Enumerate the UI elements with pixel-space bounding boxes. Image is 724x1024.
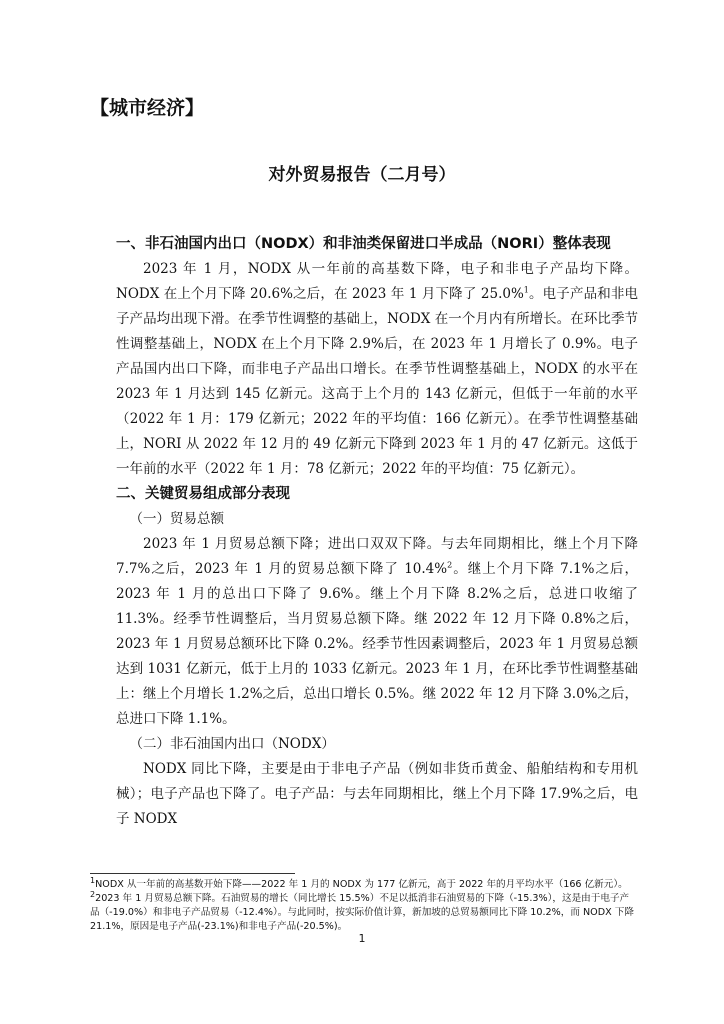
footnote-mark: 1 xyxy=(90,875,96,885)
footnote-1 xyxy=(90,875,638,892)
section-1-paragraph xyxy=(116,257,638,482)
paragraph-text: 。电子产品和非电子产品均出现下滑。在季节性调整的基础上，NODX 在一个月内有所增长。在环比季节性调整基础上，NODX 在上个月下降 2.9%后，在 2023 年 1 月增长了 0.9%。电子产品国内出口下降，而非电子产品出口增长。在季节性调整基础上，NODX 的水平在 2023 年 1 月达到 145 亿新元。这高于上个月的 143 亿新元，但低于一年前的水平（2022 年 1 月：179 亿新元；2022 年的平均值：166 亿新元）。在季节性调整基础上，NORI 从 2022 年 12 月的 49 亿新元下降到 2023 年 1 月的 47 亿新元。这低于一年前的水平（2022 年 1 月：78 亿新元；2022 年的平均值：75 亿新元）。 xyxy=(116,286,639,477)
footnote-divider xyxy=(90,873,295,874)
document-title: 对外贸易报告（二月号） xyxy=(268,165,456,185)
section-tag: 【城市经济】 xyxy=(90,97,205,119)
section-2-heading: 二、关键贸易组成部分表现 xyxy=(116,486,290,502)
subsection-1-heading: （一）贸易总额 xyxy=(129,511,224,527)
paragraph-text: 2023 年 1 月，NODX 从一年前的高基数下降，电子和非电子产品均下降。NODX 在上个月下降 20.6%之后，在 2023 年 1 月下降了 25.0% xyxy=(116,261,638,302)
paragraph-text: 2023 年 1 月贸易总额下降；进出口双双下降。与去年同期相比，继上个月下降 7.7%之后，2023 年 1 月的贸易总额下降了 10.4% xyxy=(116,536,638,577)
subsection-2-heading: （二）非石油国内出口（NODX） xyxy=(129,736,335,752)
footnote-2 xyxy=(90,889,638,934)
paragraph-text: 。继上个月下降 7.1%之后，2023 年 1 月的总出口下降了 9.6%。继上个月下降 8.2%之后，总进口收缩了 11.3%。经季节性调整后，当月贸易总额下降。继 2022 年 12 月下降 0.8%之后，2023 年 1 月贸易总额环比下降 0.2%。经季节性因素调整后，2023 年 1 月贸易总额达到 1031 亿新元，低于上月的 1033 亿新元。2023 年 1 月，在环比季节性调整基础上：继上个月增长 1.2%之后，总出口增长 0.5%。继 2022 年 12 月下降 3.0%之后，总进口下降 1.1%。 xyxy=(116,561,638,727)
footnote-ref-2[interactable]: 2 xyxy=(447,560,453,570)
footnote-text: 2023 年 1 月贸易总额下降。石油贸易的增长（同比增长 15.5%）不足以抵消非石油贸易的下降（-15.3%），这是由于电子产品（-19.0%）和非电子产品贸易（-12.4%）。与此同时，按实际价值计算，新加坡的总贸易额同比下降 10.2%，而 NODX 下降 21.1%，原因是电子产品(-23.1%)和非电子产品(-20.5%)。 xyxy=(90,893,634,932)
document-body xyxy=(116,232,638,832)
footnote-mark: 2 xyxy=(90,889,96,899)
footnotes xyxy=(90,875,638,934)
section-1-heading: 一、非石油国内出口（NODX）和非油类保留进口半成品（NORI）整体表现 xyxy=(116,236,611,252)
subsection-1-paragraph xyxy=(116,532,638,732)
footnote-text: NODX 从一年前的高基数开始下降——2022 年 1 月的 NODX 为 177 亿新元，高于 2022 年的月平均水平（166 亿新元）。 xyxy=(95,879,628,890)
page-number: 1 xyxy=(358,932,366,945)
subsection-2-paragraph: NODX 同比下降，主要是由于非电子产品（例如非货币黄金、船舶结构和专用机械）；电子产品也下降了。电子产品：与去年同期相比，继上个月下降 17.9%之后，电子 NODX xyxy=(116,761,638,827)
footnote-ref-1[interactable]: 1 xyxy=(523,285,529,295)
